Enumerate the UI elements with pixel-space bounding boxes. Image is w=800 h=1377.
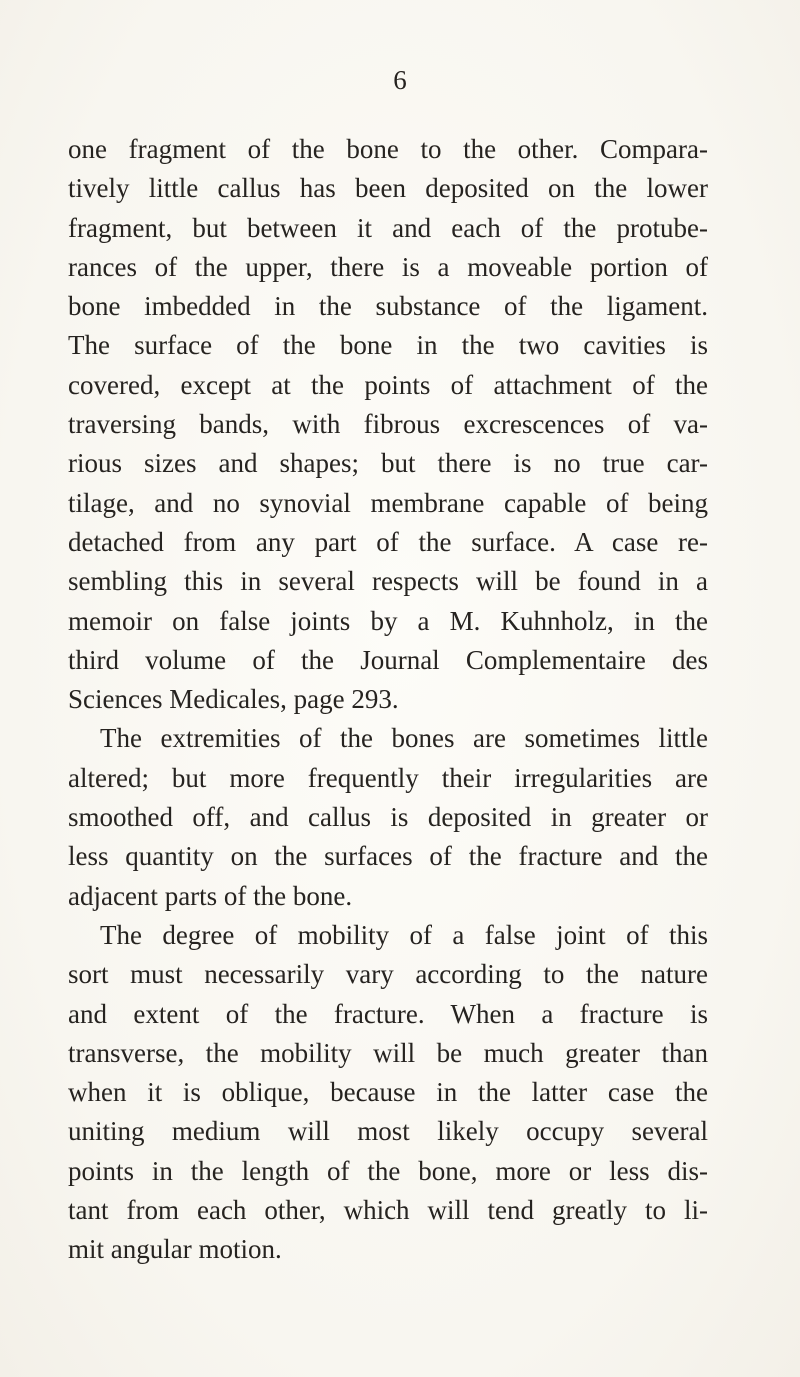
text-line: Sciences Medicales, page 293. (68, 684, 399, 715)
page-number: 6 (393, 65, 407, 95)
text-line: rious sizes and shapes; but there is no true car- (68, 448, 708, 479)
text-line: smoothed off, and callus is deposited in greater or (68, 802, 708, 833)
text-line: uniting medium will most likely occupy several (68, 1116, 708, 1147)
text-line: The extremities of the bones are sometimes little (100, 723, 708, 754)
text-line: covered, except at the points of attachment of the (68, 369, 708, 400)
text-line: transverse, the mobility will be much greater than (68, 1037, 708, 1068)
text-line: The surface of the bone in the two cavities is (68, 330, 708, 361)
body-text (68, 130, 708, 1270)
text-line: bone imbedded in the substance of the ligament. (68, 291, 708, 322)
text-line: tilage, and no synovial membrane capable of being (68, 487, 708, 518)
text-line: traversing bands, with fibrous excrescences of va- (68, 409, 708, 440)
text-line: and extent of the fracture. When a fracture is (68, 998, 708, 1029)
text-line: points in the length of the bone, more or less dis- (68, 1155, 708, 1186)
text-line: third volume of the Journal Complementaire des (68, 644, 708, 675)
text-line: fragment, but between it and each of the protube- (68, 212, 708, 243)
text-line: tively little callus has been deposited on the lower (68, 173, 708, 204)
text-line: less quantity on the surfaces of the fracture and the (68, 841, 708, 872)
text-line: The degree of mobility of a false joint of this (100, 919, 708, 950)
text-line: sort must necessarily vary according to the nature (68, 959, 708, 990)
text-line: when it is oblique, because in the latter case the (68, 1077, 708, 1108)
text-line: rances of the upper, there is a moveable portion of (68, 251, 708, 282)
text-line: adjacent parts of the bone. (68, 880, 353, 911)
text-line: memoir on false joints by a M. Kuhnholz, in the (68, 605, 708, 636)
text-line: sembling this in several respects will be found in a (68, 566, 708, 597)
text-line: mit angular motion. (68, 1234, 282, 1265)
text-line: one fragment of the bone to the other. Compara- (68, 134, 708, 164)
text-line: tant from each other, which will tend greatly to li- (68, 1195, 708, 1226)
text-line: detached from any part of the surface. A case re- (68, 526, 708, 557)
text-line: altered; but more frequently their irregularities are (68, 762, 708, 793)
